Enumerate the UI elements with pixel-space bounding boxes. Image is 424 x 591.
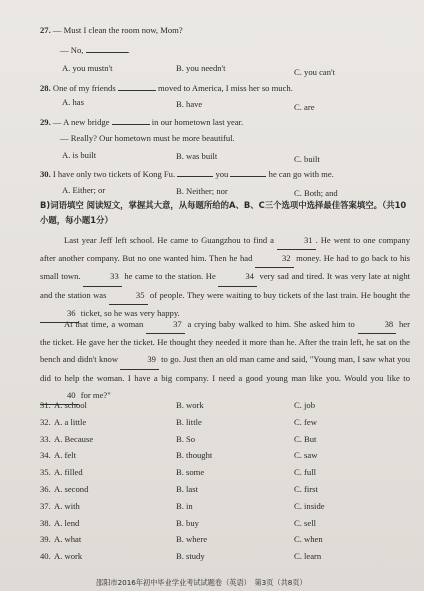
answer-number: 37. bbox=[40, 500, 51, 511]
q30-blank-1 bbox=[177, 167, 213, 177]
answer-number: 31. bbox=[40, 400, 51, 410]
answer-option-c: C. sell bbox=[294, 517, 316, 528]
answer-number: 32. bbox=[40, 416, 51, 427]
q27-reply: — No, . bbox=[60, 45, 130, 55]
answer-option-a: A. Because bbox=[54, 433, 94, 444]
q27-option-a: A. you mustn't bbox=[62, 63, 113, 73]
q30-option-c: C. Both; and bbox=[294, 188, 338, 198]
passage-text: her the ticket. He gave her the ticket. He thought they needed it more than he. After the train left, he sat on the bench and didn't know bbox=[40, 319, 410, 365]
cloze-blank-number: 35 bbox=[109, 287, 148, 305]
q30-blank-2 bbox=[230, 167, 266, 177]
passage-text: a crying baby walked to him. She asked him to bbox=[184, 319, 358, 329]
passage-text: he came to the station. He bbox=[121, 271, 219, 282]
answer-option-a: A. filled bbox=[54, 467, 83, 478]
passage-text: At that time, a woman bbox=[64, 319, 147, 329]
answer-option-b: B. little bbox=[176, 416, 202, 427]
answer-option-c: C. job bbox=[294, 400, 316, 410]
cloze-passage-2 bbox=[40, 316, 410, 405]
cloze-blank-number: 32 bbox=[255, 250, 294, 268]
q30-option-a: A. Either; or bbox=[62, 185, 106, 195]
answer-row bbox=[40, 400, 410, 415]
q28-stem bbox=[40, 81, 293, 93]
section-b-instructions: 阅读短文，掌握其大意，从每题所给的A、B、C三个选项中选择最佳答案填空。（共10小题，每小题1分） bbox=[40, 200, 407, 225]
page-footer: 邵阳市2016年初中毕业学业考试试题卷（英语） 第3页（共8页） bbox=[96, 578, 307, 587]
q27-blank bbox=[86, 43, 128, 53]
q27-stem bbox=[40, 25, 183, 35]
answer-row bbox=[40, 518, 410, 533]
answer-number: 35. bbox=[40, 467, 51, 478]
q27-option-c: C. you can't bbox=[294, 67, 335, 77]
q28-blank bbox=[118, 81, 156, 91]
answer-option-a: A. second bbox=[54, 484, 89, 494]
cloze-blank-number: 40 bbox=[40, 387, 79, 405]
cloze-blank-number: 33 bbox=[83, 268, 122, 286]
passage-paragraph-2 bbox=[40, 316, 410, 405]
q29-text-a: — A new bridge bbox=[52, 117, 110, 127]
answer-option-a: A. school bbox=[54, 400, 87, 410]
q27-number: 27. bbox=[40, 25, 51, 35]
q29-blank bbox=[112, 115, 150, 125]
answer-number: 40. bbox=[40, 551, 51, 562]
q28-option-b: B. have bbox=[176, 99, 203, 109]
cloze-blank-number: 39 bbox=[120, 351, 159, 369]
cloze-passage bbox=[40, 232, 410, 323]
answer-option-a: A. with bbox=[54, 500, 80, 511]
answer-option-a: A. a little bbox=[54, 416, 87, 427]
answer-option-b: B. thought bbox=[176, 450, 213, 461]
answer-option-b: B. where bbox=[176, 534, 208, 545]
cloze-blank-number: 31 bbox=[277, 232, 316, 250]
answer-option-c: C. few bbox=[294, 416, 317, 427]
answer-option-b: B. So bbox=[176, 433, 196, 444]
q28-option-a: A. has bbox=[62, 97, 84, 107]
answer-option-c: C. learn bbox=[294, 551, 322, 562]
cloze-blank-number: 34 bbox=[218, 268, 257, 286]
answer-option-b: B. work bbox=[176, 400, 204, 410]
answer-number: 34. bbox=[40, 450, 51, 461]
answer-option-a: A. lend bbox=[54, 517, 80, 528]
q29-stem bbox=[40, 115, 243, 127]
section-b-title: B)词语填空 bbox=[40, 200, 84, 210]
answer-row bbox=[40, 467, 410, 482]
answer-row bbox=[40, 501, 410, 516]
passage-text: money. He had to go back to his small town. bbox=[40, 253, 410, 282]
answer-option-c: C. first bbox=[294, 484, 318, 494]
answer-number: 36. bbox=[40, 484, 51, 494]
q27-option-b: B. you needn't bbox=[176, 63, 226, 73]
answer-option-b: B. buy bbox=[176, 517, 199, 528]
answer-option-b: B. some bbox=[176, 467, 205, 478]
q29-reply: — Really? Our hometown must be more beautiful. bbox=[60, 133, 235, 143]
q29-number: 29. bbox=[40, 117, 51, 127]
passage-text: very sad and tired. It was very late at night and the station was bbox=[40, 271, 411, 300]
q28-text-b: moved to America, I miss her so much. bbox=[158, 83, 293, 93]
q30-number: 30. bbox=[40, 169, 51, 179]
q27-reply-text: — No, bbox=[60, 45, 84, 55]
answer-option-a: A. felt bbox=[54, 450, 76, 461]
answer-row bbox=[40, 417, 410, 432]
cloze-blank-number: 36 bbox=[40, 305, 79, 323]
answer-row bbox=[40, 551, 410, 566]
answer-number: 33. bbox=[40, 433, 51, 444]
answer-number: 39. bbox=[40, 534, 51, 545]
q30-text-a: I have only two tickets of Kong Fu. bbox=[52, 169, 176, 179]
q28-text-a: One of my friends bbox=[52, 83, 116, 93]
answer-option-c: C. But bbox=[294, 433, 317, 444]
answer-option-a: A. what bbox=[54, 534, 82, 545]
q29-option-b: B. was built bbox=[176, 151, 218, 161]
q29-text-b: in our hometown last year. bbox=[151, 117, 244, 127]
q28-option-c: C. are bbox=[294, 102, 315, 112]
q28-number: 28. bbox=[40, 83, 51, 93]
section-b-heading bbox=[40, 198, 412, 228]
answer-row bbox=[40, 434, 410, 449]
answer-option-c: C. saw bbox=[294, 450, 318, 461]
q30-text-b: you bbox=[215, 169, 229, 179]
answer-option-a: A. work bbox=[54, 551, 83, 562]
cloze-blank-number: 37 bbox=[146, 316, 185, 334]
q29-option-c: C. built bbox=[294, 154, 320, 164]
passage-text: for me?" bbox=[78, 389, 111, 400]
answer-option-b: B. last bbox=[176, 484, 198, 494]
q30-text-c: he can go with me. bbox=[268, 169, 334, 179]
answer-number: 38. bbox=[40, 517, 51, 528]
answer-option-c: C. full bbox=[294, 467, 316, 478]
passage-paragraph-1 bbox=[40, 232, 410, 323]
answer-option-c: C. inside bbox=[294, 500, 325, 511]
answer-option-b: B. in bbox=[176, 500, 193, 511]
passage-text: . He went to one company after another company. But no one wanted him. Then he had bbox=[40, 235, 410, 264]
answer-row bbox=[40, 450, 410, 465]
q27-text: — Must I clean the room now, Mom? bbox=[52, 25, 183, 35]
q29-option-a: A. is built bbox=[62, 150, 97, 160]
answer-option-c: C. when bbox=[294, 534, 323, 545]
q30-stem bbox=[40, 167, 334, 179]
passage-text: Last year Jeff left school. He came to Guangzhou to find a bbox=[64, 235, 277, 245]
passage-text: ticket, so he was very happy. bbox=[78, 307, 180, 318]
passage-text: to go. Just then an old man came and said, "Young man, I saw what you did to help the woman. I have a big company. I need a good young man like you. Would you like to bbox=[40, 354, 410, 383]
passage-text: of people. They were waiting to buy tickets of the last train. He bought the bbox=[147, 289, 410, 300]
answer-option-b: B. study bbox=[176, 551, 205, 562]
cloze-blank-number: 38 bbox=[358, 316, 397, 334]
q30-option-b: B. Neither; nor bbox=[176, 186, 228, 196]
answer-row bbox=[40, 484, 410, 499]
answer-row bbox=[40, 534, 410, 549]
